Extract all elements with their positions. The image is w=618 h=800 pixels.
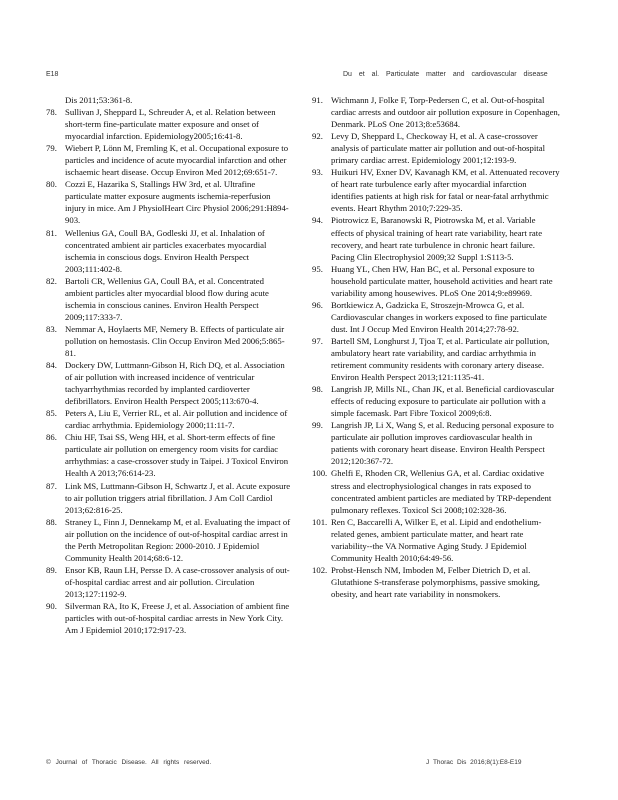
reference-text: Cozzi E, Hazarika S, Stallings HW 3rd, et al. Ultrafine particulate matter exposure augments ischemia-reperfusion injury in mice. Am J PhysiolHeart Circ Physiol 2006;291:H894-903. [65,179,289,226]
running-title: Du et al. Particulate matter and cardiovascular disease [343,71,548,78]
reference-number: 92. [312,131,323,142]
reference-item [312,263,560,299]
reference-number: 78. [46,107,57,118]
reference-text: Ghelfi E, Rhoden CR, Wellenius GA, et al. Cardiac oxidative stress and electrophysiological changes in rats exposed to concentrated ambient particles are mediated by TRP-dependent pulmonary reflexes. Toxicol Sci 2008;102:328-36. [331,468,552,515]
reference-number: 95. [312,263,323,274]
reference-item [46,94,292,106]
reference-number: 81. [46,227,57,238]
reference-number: 89. [46,564,57,575]
reference-number: 88. [46,516,57,527]
reference-number: 94. [312,215,323,226]
reference-number: 93. [312,167,323,178]
reference-number: 90. [46,600,57,611]
reference-number: 100. [312,468,328,479]
reference-number: 87. [46,480,57,491]
page-number-label: E18 [46,71,59,78]
reference-number: 84. [46,360,57,371]
reference-number: 82. [46,275,57,286]
reference-item [312,419,560,467]
reference-text: Huikuri HV, Exner DV, Kavanagh KM, et al. Attenuated recovery of heart rate turbulence early after myocardial infarction identifies patients at high risk for fatal or near-fatal arrhythmic events. Heart Rhythm 2010;7:229-35. [331,167,560,214]
reference-text: Ren C, Baccarelli A, Wilker E, et al. Lipid and endothelium-related genes, ambient particulate matter, and heart rate variability--the VA Normative Aging Study. J Epidemiol Community Health 2010;64:49-56. [331,516,542,563]
reference-item [312,299,560,335]
reference-number: 96. [312,299,323,310]
reference-text: Piotrowicz E, Baranowski R, Piotrowska M, et al. Variable effects of physical training of heart rate variability, heart rate recovery, and heart rate turbulence in chronic heart failure. Pacing Clin Electrophysiol 2009;32 Suppl 1:S113-5. [331,215,543,262]
reference-item [46,142,292,178]
reference-number: 98. [312,384,323,395]
reference-item [312,383,560,419]
reference-text: Bartell SM, Longhurst J, Tjoa T, et al. Particulate air pollution, ambulatory heart rate variability, and cardiac arrhythmia in retirement community residents with coronary artery disease. Environ Health Perspect 2013;121:1135-41. [331,335,550,383]
reference-number: 97. [312,335,323,346]
reference-text: Sullivan J, Sheppard L, Schreuder A, et al. Relation between short-term fine-particulate matter exposure and onset of myocardial infarction. Epidemiology2005;16:41-8. [65,107,276,142]
reference-item [312,214,560,262]
reference-number: 86. [46,432,57,443]
reference-text: Silverman RA, Ito K, Freese J, et al. Association of ambient fine particles with out-of-hospital cardiac arrests in New York City. Am J Epidemiol 2010;172:917-23. [65,600,290,636]
reference-text: Dockery DW, Luttmann-Gibson H, Rich DQ, et al. Association of air pollution with increased incidence of ventricular tachyarrhythmias recorded by implanted cardioverter defibrillators. Environ Health Perspect 2005;113:670-4. [65,360,285,407]
reference-text: Ensor KB, Raun LH, Persse D. A case-crossover analysis of out-of-hospital cardiac arrest and air pollution. Circulation 2013;127:1192-9. [65,564,290,599]
reference-number: 80. [46,179,57,190]
reference-item [312,516,560,564]
reference-number: 91. [312,95,323,105]
reference-item [46,431,292,479]
reference-text: Levy D, Sheppard L, Checkoway H, et al. A case-crossover analysis of particulate matter air pollution and out-of-hospital primary cardiac arrest. Epidemiology 2001;12:193-9. [331,131,545,166]
reference-text: Bartoli CR, Wellenius GA, Coull BA, et al. Concentrated ambient particles alter myocardial blood flow during acute ischemia in conscious canines. Environ Health Perspect 2009;117:333-7. [65,275,269,322]
reference-item [312,467,560,515]
reference-item [46,600,292,636]
reference-text: Wiebert P, Lönn M, Fremling K, et al. Occupational exposure to particles and incidence of acute myocardial infarction and other ischaemic heart disease. Occup Environ Med 2012;69:651-7. [65,143,289,178]
reference-text: Wichmann J, Folke F, Torp-Pedersen C, et al. Out-of-hospital cardiac arrests and outdoor air pollution exposure in Copenhagen, Denmark. PLoS One 2013;8:e53684. [331,95,560,130]
reference-item [46,275,292,323]
reference-item [312,166,560,214]
reference-item [312,130,560,166]
reference-item [46,407,292,431]
reference-item [312,94,560,130]
reference-number: 83. [46,323,57,334]
reference-item [46,178,292,226]
reference-text: Langrish JP, Li X, Wang S, et al. Reducing personal exposure to particulate air pollution improves cardiovascular health in patients with coronary heart disease. Environ Health Perspect 2012;120:367-72. [331,420,554,467]
reference-text: Chiu HF, Tsai SS, Weng HH, et al. Short-term effects of fine particulate air pollution on emergency room visits for cardiac arrhythmias: a case-crossover study in Taipei. J Toxicol Environ Health A 2013;76:614-23. [65,432,289,479]
reference-item [46,323,292,359]
reference-column-left [46,94,292,636]
reference-item [46,516,292,564]
reference-item [46,227,292,275]
reference-text: Link MS, Luttmann-Gibson H, Schwartz J, et al. Acute exposure to air pollution triggers atrial fibrillation. J Am Coll Cardiol 2013;62:816-25. [65,480,291,515]
reference-text: Huang YL, Chen HW, Han BC, et al. Personal exposure to household particulate matter, household activities and heart rate variability among housewives. PLoS One 2014;9:e89969. [331,263,553,298]
reference-text: Langrish JP, Mills NL, Chan JK, et al. Beneficial cardiovascular effects of reducing exposure to particulate air pollution with a simple facemask. Part Fibre Toxicol 2009;6:8. [331,384,555,419]
reference-number: 85. [46,408,57,419]
reference-text: Probst-Hensch NM, Imboden M, Felber Dietrich D, et al. Glutathione S-transferase polymorphisms, passive smoking, obesity, and heart rate variability in nonsmokers. [331,564,540,599]
reference-number: 99. [312,420,323,431]
reference-item [312,335,560,383]
reference-text: Nemmar A, Hoylaerts MF, Nemery B. Effects of particulate air pollution on hemostasis. Clin Occup Environ Med 2006;5:865-81. [65,323,285,358]
reference-text: Dis 2011;53:361-8. [65,95,133,105]
reference-number: 101. [312,516,328,527]
reference-text: Peters A, Liu E, Verrier RL, et al. Air pollution and incidence of cardiac arrhythmia. Epidemiology 2000;11:11-7. [65,408,288,431]
citation-footer: J Thorac Dis 2016;8(1):E8-E19 [426,759,522,766]
reference-number: 79. [46,143,57,154]
reference-text: Straney L, Finn J, Dennekamp M, et al. Evaluating the impact of air pollution on the incidence of out-of-hospital cardiac arrest in the Perth Metropolitan Region: 2000-2010. J Epidemiol Community Health 2014;68:6-12. [65,516,291,563]
copyright-footer: © Journal of Thoracic Disease. All rights reserved. [46,759,212,766]
reference-number: 102. [312,564,328,575]
reference-item [46,480,292,516]
reference-item [46,564,292,600]
reference-column-right [312,94,560,600]
reference-text: Wellenius GA, Coull BA, Godleski JJ, et al. Inhalation of concentrated ambient air particles exacerbates myocardial ischemia in conscious dogs. Environ Health Perspect 2003;111:402-8. [65,227,267,274]
reference-item [46,359,292,407]
reference-text: Bortkiewicz A, Gadzicka E, Stroszejn-Mrowca G, et al. Cardiovascular changes in workers exposed to fine particulate dust. Int J Occup Med Environ Health 2014;27:78-92. [331,299,547,334]
reference-item [46,106,292,142]
reference-item [312,564,560,600]
